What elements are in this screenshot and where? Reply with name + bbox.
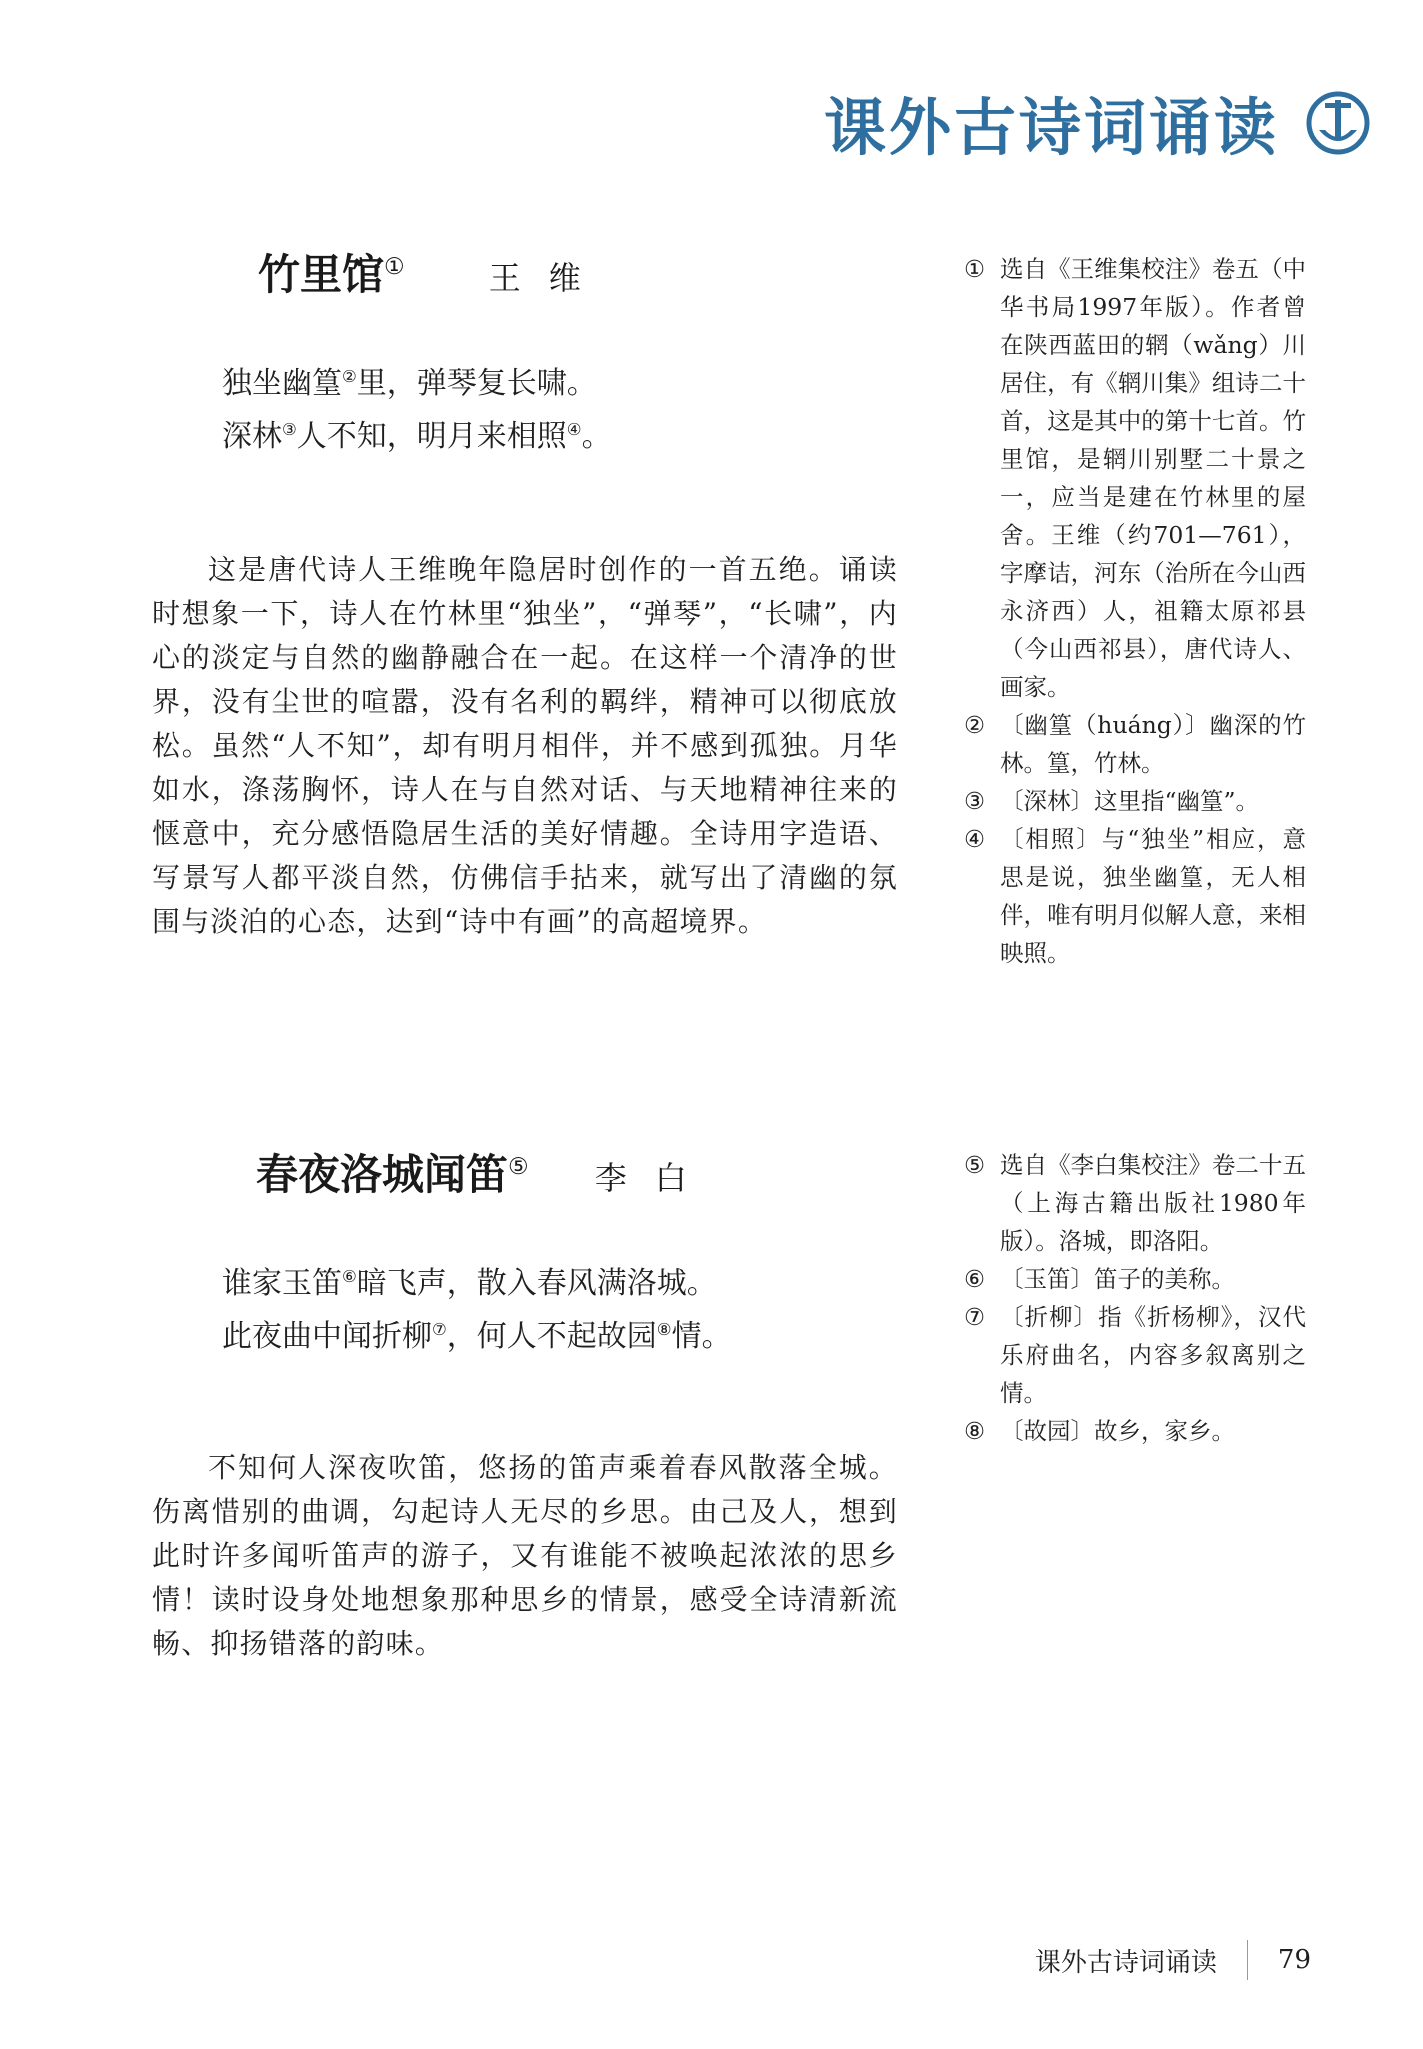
- verse-line: 深林③人不知，明月来相照④。: [222, 419, 612, 454]
- poem-title: 竹里馆①: [258, 250, 405, 299]
- footer-divider: [1247, 1940, 1248, 1980]
- footnote-marker: ⑤: [508, 1154, 529, 1180]
- poem-1-verses: [222, 354, 612, 460]
- poem-title: 春夜洛城闻笛⑤: [256, 1150, 529, 1199]
- poem-1-commentary: 这是唐代诗人王维晚年隐居时创作的一首五绝。诵读时想象一下，诗人在竹林里“独坐”，“弹琴”，“长啸”，内心的淡定与自然的幽静融合在一起。在这样一个清净的世界，没有尘世的喧嚣，没有名利的羁绊，精神可以彻底放松。虽然“人不知”，却有明月相伴，并不感到孤独。月华如水，涤荡胸怀，诗人在与自然对话、与天地精神往来的惬意中，充分感悟隐居生活的美好情趣。全诗用字造语、写景写人都平淡自然，仿佛信手拈来，就写出了清幽的氛围与淡泊的心态，达到“诗中有画”的高超境界。: [152, 553, 898, 938]
- poem-2-heading: [256, 1142, 715, 1202]
- poem-1-notes: [964, 250, 1306, 972]
- footnote: ⑤ 选自《李白集校注》卷二十五（上海古籍出版社1980年版）。洛城，即洛阳。: [964, 1151, 1306, 1255]
- page-number: 79: [1277, 1945, 1311, 1975]
- page-footer: [1035, 1940, 1311, 1980]
- footnote: ⑧ 〔故园〕故乡，家乡。: [964, 1417, 1235, 1445]
- verse-line: 谁家玉笛⑥暗飞声，散入春风满洛城。: [222, 1266, 717, 1301]
- footnote: ③ 〔深林〕这里指“幽篁”。: [964, 787, 1260, 815]
- poem-author: 王维: [488, 259, 609, 297]
- poem-2-commentary: 不知何人深夜吹笛，悠扬的笛声乘着春风散落全城。伤离惜别的曲调，勾起诗人无尽的乡思。由己及人，想到此时许多闻听笛声的游子，又有谁能不被唤起浓浓的思乡情！读时设身处地想象那种思乡的情景，感受全诗清新流畅、抑扬错落的韵味。: [152, 1451, 898, 1660]
- poem-2-notes: [964, 1146, 1306, 1450]
- verse-line: 独坐幽篁②里，弹琴复长啸。: [222, 366, 597, 401]
- footnote: ① 选自《王维集校注》卷五（中华书局1997年版）。作者曾在陕西蓝田的辋（wǎng）川居住，有《辋川集》组诗二十首，这是其中的第十七首。竹里馆，是辋川别墅二十景之一，应当是建在竹林里的屋舍。王维（约701—761），字摩诘，河东（治所在今山西永济西）人，祖籍太原祁县（今山西祁县），唐代诗人、画家。: [964, 255, 1306, 701]
- page-header: [824, 78, 1371, 167]
- footnote: ② 〔幽篁（huáng）〕幽深的竹林。篁，竹林。: [964, 711, 1306, 777]
- footnote: ⑦ 〔折柳〕指《折杨柳》，汉代乐府曲名，内容多叙离别之情。: [964, 1303, 1306, 1407]
- footer-section-label: 课外古诗词诵读: [1034, 1947, 1217, 1978]
- section-title: 课外古诗词诵读: [823, 91, 1279, 164]
- poem-1-heading: [258, 242, 609, 302]
- mast-anchor-icon: [1305, 90, 1371, 156]
- footnote-marker: ①: [384, 254, 405, 280]
- verse-line: 此夜曲中闻折柳⑦，何人不起故园⑧情。: [222, 1319, 732, 1354]
- footnote: ⑥ 〔玉笛〕笛子的美称。: [964, 1265, 1235, 1293]
- poem-author: 李白: [594, 1159, 715, 1197]
- poem-2-verses: [222, 1254, 732, 1360]
- footnote: ④ 〔相照〕与“独坐”相应，意思是说，独坐幽篁，无人相伴，唯有明月似解人意，来相映照。: [964, 825, 1306, 967]
